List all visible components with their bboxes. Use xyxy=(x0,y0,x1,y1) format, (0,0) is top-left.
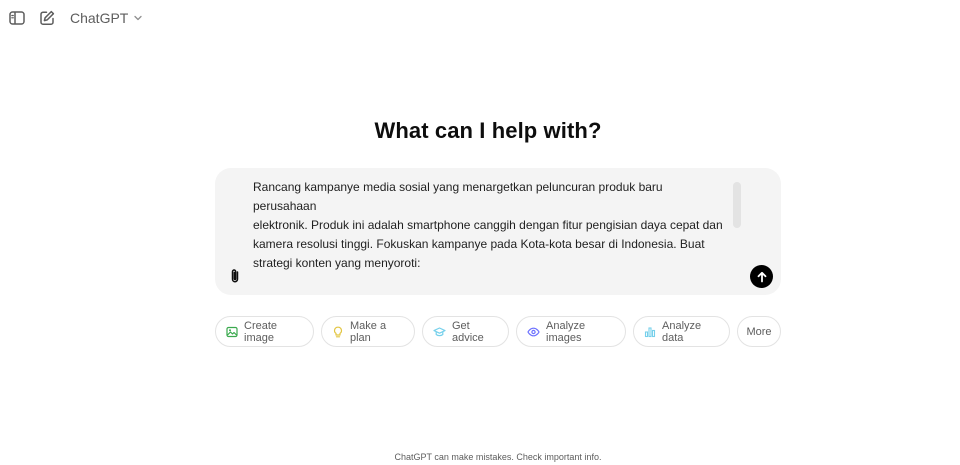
chip-label: Make a plan xyxy=(350,319,387,344)
prompt-line: Rancang kampanye media sosial yang menargetkan peluncuran produk baru perusahaan xyxy=(253,180,666,213)
new-chat-icon xyxy=(38,9,56,27)
arrow-up-icon xyxy=(756,271,768,283)
image-icon xyxy=(226,326,238,338)
prompt-line: strategi konten yang menyoroti: xyxy=(253,256,421,270)
model-name: ChatGPT xyxy=(70,10,129,26)
make-a-plan-chip[interactable] xyxy=(321,316,415,347)
new-chat-button[interactable] xyxy=(37,8,57,28)
chip-label: Analyze data xyxy=(662,319,702,344)
sidebar-toggle-button[interactable] xyxy=(7,8,27,28)
page-title: What can I help with? xyxy=(374,118,602,143)
chip-label: More xyxy=(746,325,772,338)
disclaimer-text: ChatGPT can make mistakes. Check important info. xyxy=(394,452,602,462)
prompt-composer[interactable] xyxy=(215,168,781,295)
more-chip[interactable] xyxy=(737,316,781,347)
graduation-cap-icon xyxy=(433,326,446,338)
eye-icon xyxy=(527,326,540,338)
analyze-data-chip[interactable] xyxy=(633,316,730,347)
chip-label: Analyze images xyxy=(546,319,586,344)
prompt-line: elektronik. Produk ini adalah smartphone canggih dengan fitur pengisian daya cepat dan xyxy=(253,218,723,232)
bar-chart-icon xyxy=(644,326,656,338)
paperclip-icon xyxy=(227,267,243,285)
model-selector[interactable] xyxy=(70,8,143,28)
get-advice-chip[interactable] xyxy=(422,316,509,347)
analyze-images-chip[interactable] xyxy=(516,316,626,347)
attach-button[interactable] xyxy=(227,267,243,285)
send-button[interactable] xyxy=(750,265,773,288)
chip-label: Get advice xyxy=(452,319,484,344)
prompt-input[interactable] xyxy=(253,178,725,294)
top-bar xyxy=(0,0,960,36)
prompt-line: kamera resolusi tinggi. Fokuskan kampanye pada Kota-kota besar di Indonesia. Buat xyxy=(253,237,705,251)
sidebar-toggle-icon xyxy=(8,9,26,27)
scrollbar-thumb[interactable] xyxy=(733,182,741,228)
create-image-chip[interactable] xyxy=(215,316,314,347)
prompt-line xyxy=(253,292,725,294)
prompt-blank-line xyxy=(253,273,725,292)
chevron-down-icon xyxy=(133,13,143,23)
chip-label: Create image xyxy=(244,319,278,344)
lightbulb-icon xyxy=(332,326,344,338)
